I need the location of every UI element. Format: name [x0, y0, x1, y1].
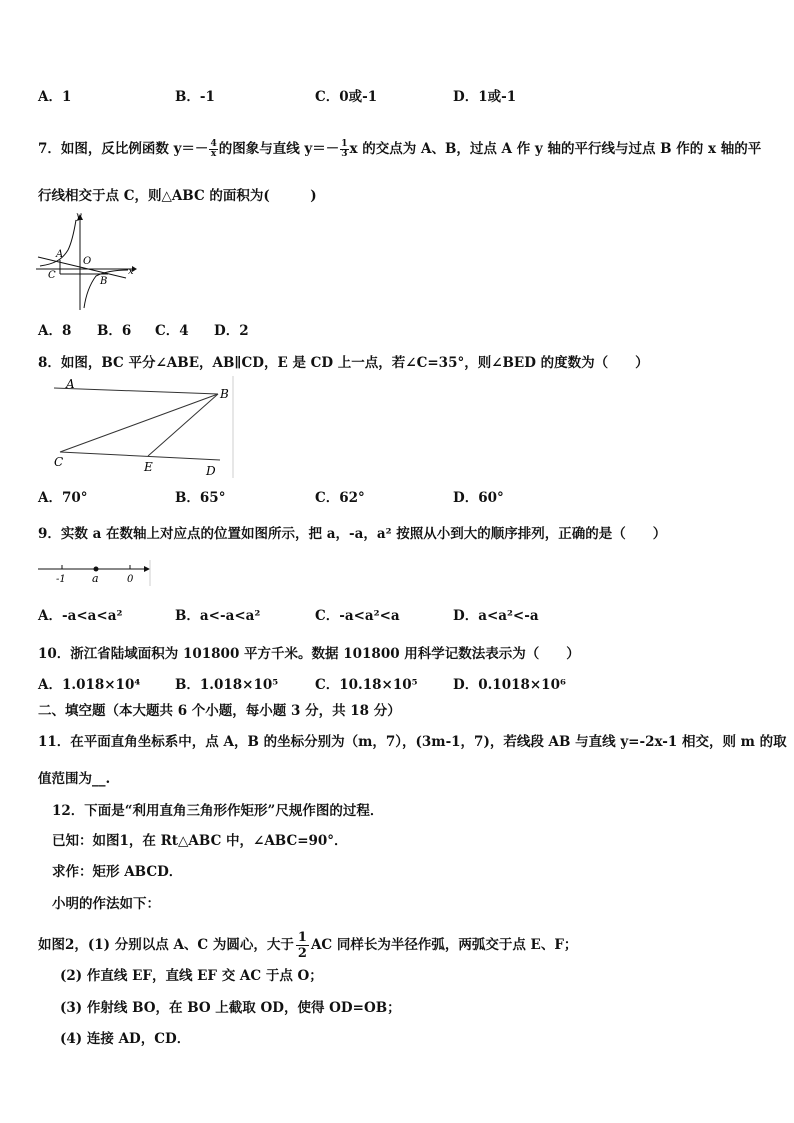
q9-option-b: B．a<-a<a²: [175, 608, 261, 624]
q8-fig-label-c: C: [54, 455, 64, 469]
q8-option-b: B．65°: [175, 490, 226, 506]
q10-text: 10．浙江省陆域面积为 101800 平方千米。数据 101800 用科学记数法表示为（ ）: [38, 646, 580, 662]
q7-text: [38, 140, 761, 159]
q7-fraction-slope-num: 1: [341, 139, 348, 149]
q7-fig-label-a: A: [56, 249, 64, 260]
q12-text-line1: 12．下面是“利用直角三角形作矩形”尺规作图的过程．: [52, 803, 384, 819]
q7-fig-label-x: x: [128, 266, 134, 277]
q7-option-b: B．6: [97, 323, 132, 339]
q9-text: 9．实数 a 在数轴上对应点的位置如图所示，把 a，-a，a² 按照从小到大的顺序排列，正确的是（ ）: [38, 526, 667, 542]
q9-option-a: A．-a<a<a²: [38, 608, 123, 624]
q6-option-d: D．1或-1: [453, 89, 517, 105]
q7-text-mid: 的图象与直线 y＝－: [218, 141, 340, 157]
q12-text-line7: (3) 作射线 BO，在 BO 上截取 OD，使得 OD=OB；: [60, 1000, 401, 1016]
q7-fig-label-y: y: [76, 211, 82, 222]
q6-option-b: B．-1: [175, 89, 215, 105]
q11-text: 11．在平面直角坐标系中，点 A，B 的坐标分别为（m，7），(3m-1，7)，若线段 AB 与直线 y=-2x-1 相交，则 m 的取: [38, 734, 787, 750]
q9-number-line: [38, 560, 153, 588]
q12-text-line5-post: AC 同样长为半径作弧，两弧交于点 E、F；: [310, 937, 578, 953]
q7-fig-label-o: O: [83, 256, 92, 267]
q9-label-a: a: [92, 572, 99, 585]
q10-option-a: A．1.018×10⁴: [38, 677, 141, 693]
q12-text-line6: (2) 作直线 EF，直线 EF 交 AC 于点 O；: [60, 968, 323, 984]
q6-option-a: A．1: [38, 89, 72, 105]
q7-text-line2: 行线相交于点 C，则△ABC 的面积为( ): [38, 188, 317, 204]
q8-option-c: C．62°: [315, 490, 365, 506]
q10-option-b: B．1.018×10⁵: [175, 677, 279, 693]
q7-option-d: D．2: [214, 323, 249, 339]
q7-fraction-slope: [340, 140, 348, 159]
q12-text-line4: 小明的作法如下：: [52, 896, 160, 912]
q12-text-line8: (4) 连接 AD，CD．: [60, 1031, 191, 1047]
q7-fig-label-c: C: [48, 270, 56, 281]
q12-text-line2: 已知：如图1，在 Rt△ABC 中，∠ABC=90°．: [52, 833, 348, 849]
q12-text-line5-pre: 如图2，(1) 分别以点 A、C 为圆心，大于: [38, 937, 294, 953]
section-2-heading: 二、填空题（本大题共 6 个小题，每小题 3 分，共 18 分）: [38, 703, 401, 719]
q12-text-line5: [38, 930, 577, 961]
q9-label-minus-one: -1: [56, 574, 66, 585]
q8-text: 8．如图，BC 平分∠ABE，AB∥CD，E 是 CD 上一点，若∠C=35°，则∠BED 的度数为（ ）: [38, 355, 649, 371]
q7-fraction-slope-den: 3: [341, 149, 348, 159]
q12-fraction-half: [296, 930, 309, 961]
q8-fig-label-a: A: [66, 377, 75, 391]
q8-fig-label-e: E: [144, 460, 153, 474]
q10-option-d: D．0.1018×10⁶: [453, 677, 566, 693]
q7-option-c: C．4: [155, 323, 189, 339]
q7-fraction-k-num: 4: [210, 139, 217, 149]
q6-option-c: C．0或-1: [315, 89, 378, 105]
q12-text-line3: 求作：矩形 ABCD．: [52, 864, 183, 880]
q9-label-zero: 0: [127, 574, 134, 585]
q7-fraction-k-den: x: [210, 149, 217, 159]
q8-option-d: D．60°: [453, 490, 504, 506]
q7-option-a: A．8: [38, 323, 72, 339]
q9-option-c: C．-a<a²<a: [315, 608, 400, 624]
q7-figure: [36, 212, 136, 312]
q12-fraction-half-den: 2: [297, 946, 307, 961]
q10-option-c: C．10.18×10⁵: [315, 677, 418, 693]
q7-fig-label-b: B: [100, 276, 108, 287]
q8-fig-label-d: D: [206, 464, 216, 478]
q7-text-lead: 7．如图，反比例函数 y＝－: [38, 141, 209, 157]
q7-text-tail: x 的交点为 A、B，过点 A 作 y 轴的平行线与过点 B 作的 x 轴的平: [349, 141, 762, 157]
q11-text-line2: 值范围为__.: [38, 771, 111, 787]
q8-option-a: A．70°: [38, 490, 88, 506]
q7-fraction-k: [209, 140, 217, 159]
q9-option-d: D．a<a²<-a: [453, 608, 539, 624]
q8-figure: [40, 376, 235, 478]
q8-fig-label-b: B: [220, 387, 229, 401]
q12-fraction-half-num: 1: [297, 930, 307, 945]
